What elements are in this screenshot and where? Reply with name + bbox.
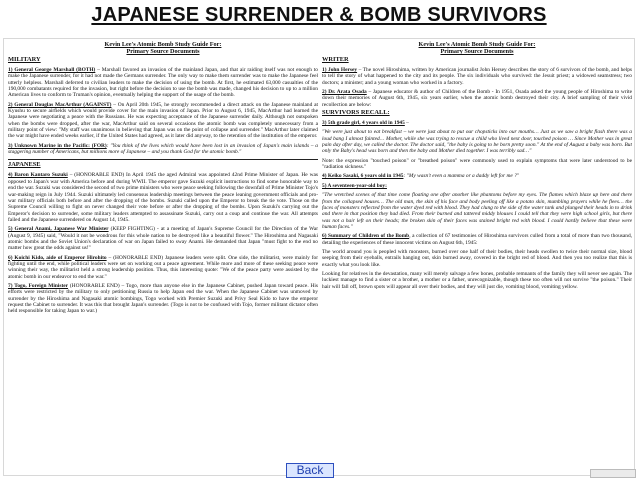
entry-title: 2) Dr. Arata Osada [322,89,367,96]
entry-togo [8,283,318,315]
entry-text: (HONORABLE END) – Togo, more than anyone else in the Japanese Cabinet, pushed Japan toward peace. His efforts were restricted by the military to only petitioning Russia to help Japan end the war. When the Japanese Cabinet was unmoved by surrender by the Hiroshima and Nagasaki atomic bombings, Togo worked with Premier Suzuki and Privy Seal Kido to have the emperor request the Cabinet to surrender. It was this that brought Japan's surrender. (Togo is not to be confused with Tojo, former militant dictator often held responsible for taking Japan to war.) [8,282,318,315]
entry-title: 6) Koichi Kido, aide of Emperor Hirohito [8,254,107,261]
entry-title: 3) Unknown Marine in the Pacific: (FOR) [8,142,107,149]
entry-text: (KEEP FIGHTING) - at a meeting of Japan's Supreme Council for the Direction of the War (August 9, 1945) said, "Would it not be wondrous for this whole nation to be destroyed like a beautiful flower." The Hiroshima and Nagasaki atomic bombs and the Soviet Union's declaration of war on Japan failed to sway Anami. He demanded that Japan "must fight to the end no matter how great the odds against us!" [8,226,318,252]
entry-text: : "You think of the lives which would have been lost in an invasion of Japan's main islands – a staggering number of Americans, but millions more of Japanese – and you thank God for the atomic bomb." [8,142,318,156]
entry-title: 2) General Douglas MacArthur (AGAINST) [8,101,112,108]
slide-thumbnail[interactable] [590,469,636,478]
entry-macarthur [8,102,318,140]
entry-text: – Japanese educator & author of Children of the Bomb - In 1951, Osada asked the young people of Hiroshima to write down their memories of August 6th, 1945, six years earlier, when the atomic bomb destroyed their city. A brief sampling of their vivid recollection are below: [322,89,632,108]
entry-text: – (HONORABLE END) In April 1945 the aged Admiral was appointed 42nd Prime Minister of Japan. He was opposed to Japan's war with America before and during WWII. The emperor gave Suzuki explicit instructions to find some honorable way to end the war. Suzuki was considered the second of two prime ministers who were peace seeking following the downfall of Prime Minister Tojo's war-making reign in July 1944. Suzuki ultimately led consensus leadership meetings between the peace leaning government officials and pro-war military officials both before and after the dropping of the bombs. Suzuki called upon the Emperor to break the tie vote. Those on the Supreme Council willing to fight on never changed their vote before or after the dropping of the bombs. Upon Suzuki's carrying out the Emperor's decision to surrender, some military leaders attempted to assassinate Suzuki, carry out a coup and continue the war. All attempts failed and the Japanese surrendered on August 14, 1945. [8,172,318,223]
entry-title: 7) Togo, Foreign Minister [8,282,69,289]
summary-paragraph-2: Looking for relatives in the devastation, many will merely salvage a few bones, probable remnants of the family they will never see again. The luckiest manage to find a sister or a brother, a mother or a father, unrecognizable, though these too often will not survive "the poison." Their hair will fall off, brown spots will appear all over their bodies, and they will just die, vomiting blood, vomiting yellow. [322,270,632,290]
section-divider [8,159,318,160]
entry-suzuki [8,172,318,223]
back-button[interactable]: Back [286,463,334,478]
entry-title: 5) A seventeen-year-old boy: [322,182,387,189]
left-header-line1: Kevin Lee's Atomic Bomb Study Guide For: [104,41,222,48]
entry-text: , a collection of 67 testimonies of Hiroshima survivors culled from a total of more than two thousand, detailing the experiences of these innocent victims on August 6th, 1945: [322,233,632,246]
left-column [8,41,318,475]
entry-text: – On April 20th 1945, he strongly recommended a direct attack on the Japanese mainland at Kyushu to secure airfields which would provide cover for the main invasion of Japan. Prior to August 6, 1945, MacArthur had learned the Japanese were negotiating a peace with the Russians. He was expecting acceptance of the Japanese surrender daily. Although not outspoken when the bombs were dropped, after the war, MacArthur said on several occasions the atomic bomb was completely unnecessary from a military point of view: "My staff was unanimous in believing that Japan was on the point of collapse and surrender." MacArthur later claimed the war might have ended weeks earlier, if the United States had agreed, as it later did anyway, to the retention of the institution of the emperor. [8,101,318,140]
entry-hersey [322,67,632,86]
entry-kido [8,255,318,280]
entry-title: 4) Baron Kantaro Suzuki [8,172,68,179]
entry-title: 3) 5th grade girl, 4 years old in 1945 [322,120,405,127]
survivors-heading: SURVIVORS RECALL: [322,109,390,117]
right-header-line2: Primary Source Documents [440,48,514,55]
entry-title: 5) General Anami, Japanese War Minister [8,226,109,233]
page-title: JAPANESE SURRENDER & BOMB SURVIVORS [91,4,547,26]
entry-text: – (HONORABLE END) Japanese leaders were split. One side, the militarist, were mainly for fighting until the end, while political leaders were set on working out a peace agreement. While more and more of these seeking peace were winning their way, the militarist held a strong leadership position. Thus, this interesting quote: "We of the peace party were assisted by the atomic bomb in our endeavor to end the war." [8,254,318,280]
right-header-line1: Kevin Lee's Atomic Bomb Study Guide For: [418,41,536,48]
entry-quote: "The wretched scenes of that time come floating one after another like phantoms before my eyes. The flames which blaze up here and there from the collapsed houses… The old man, the skin of his face and body peeling off like a potato skin, mumbling prayers while he flees… the faces of monsters reflected from the water dyed red with blood. They had clung to the side of the water tank and plunged their heads in to drink and there in that position they had died. From their burned and tattered middy blouses I could tell that they were high school girls, but there was not a hair left on their heads; the broken skin of their faces was stained bright red with blood. I could hardly believe that these were human faces." [322,192,632,230]
entry-title: 4) Keiko Sasaki, 6 years old in 1945 [322,173,404,180]
right-column [322,41,632,475]
entry-quote: "We were just about to eat breakfast – we were just about to put our chopsticks into our mouths… Just as we saw a bright flash there was a loud bang I almost fainted… Mother, while she was trying to rescue a child who lived next door, touched poison … Since Mother was in great pain day after day, we called the doctor. The doctor said, "the baby is going to be born pretty soon." At the end of August a baby was born. But only the Baby's head was born and then the baby and Mother died together. I was terribly sad…" [322,129,632,155]
entry-text: – Marshall favored an invasion of the mainland Japan, and that air raiding itself was not enough to make the Japanese surrender, for it had not made the Germans surrender. The only way to make them surrender was to make the Japanese feel utterly helpless. Marshall deferred to civilian leaders to make the decision of using the bomb. At first, he estimated 63,000 casualties of the 190,000 combatants required for the invasion, but right before the decision to use the bomb was made, changed his decision to up to a million American lives to conform to Truman's opinion, eventually helping the support of the usage of the bomb. [8,67,318,99]
entry-seventeen-year-old [322,183,632,189]
entry-title: 1) John Hersey [322,67,358,73]
entry-marshall [8,67,318,99]
military-heading: MILITARY [8,56,41,63]
japanese-heading: JAPANESE [8,161,41,169]
summary-paragraph-1: The world around you is peopled with monsters, burned over one half of their bodies, their heads swollen to twice their normal size, blood seeping from their eyeballs, entrails hanging out, skin burned away, covered in the bright red of blood. And then you too realize that this is exactly what you look like. [322,248,632,268]
entry-title: 6) Summary of Children of the Bomb [322,233,410,240]
entry-note: Note: the expression "touched poison" or "breathed poison" were commonly used to explain symptoms that were later understood to be "radiation sickness." [322,157,632,171]
entry-title: 1) General George Marshall (BOTH) [8,67,96,73]
left-header-line2: Primary Source Documents [126,48,200,55]
entry-keiko-sasaki [322,173,632,179]
entry-summary [322,233,632,246]
entry-osada [322,89,632,108]
entry-unknown-marine [8,143,318,156]
writer-heading: WRITER [322,56,349,63]
study-guide-document [3,38,635,476]
entry-anami [8,226,318,251]
entry-text: – [404,120,409,127]
entry-text: : "My wasn't even a mamma or a daddy left for me ?" [403,173,520,180]
entry-text: – The novel Hiroshima, written by American journalist John Hersey describes the story of 6 survivors of the bomb, and helps to tell the story of what happened to the city and its people. The six individuals who survived: the Jesuit priest; a widowed seamstress; two doctors; a minister; and a young woman who worked in a factory. [322,67,632,86]
entry-fifth-grade-girl [322,120,632,126]
